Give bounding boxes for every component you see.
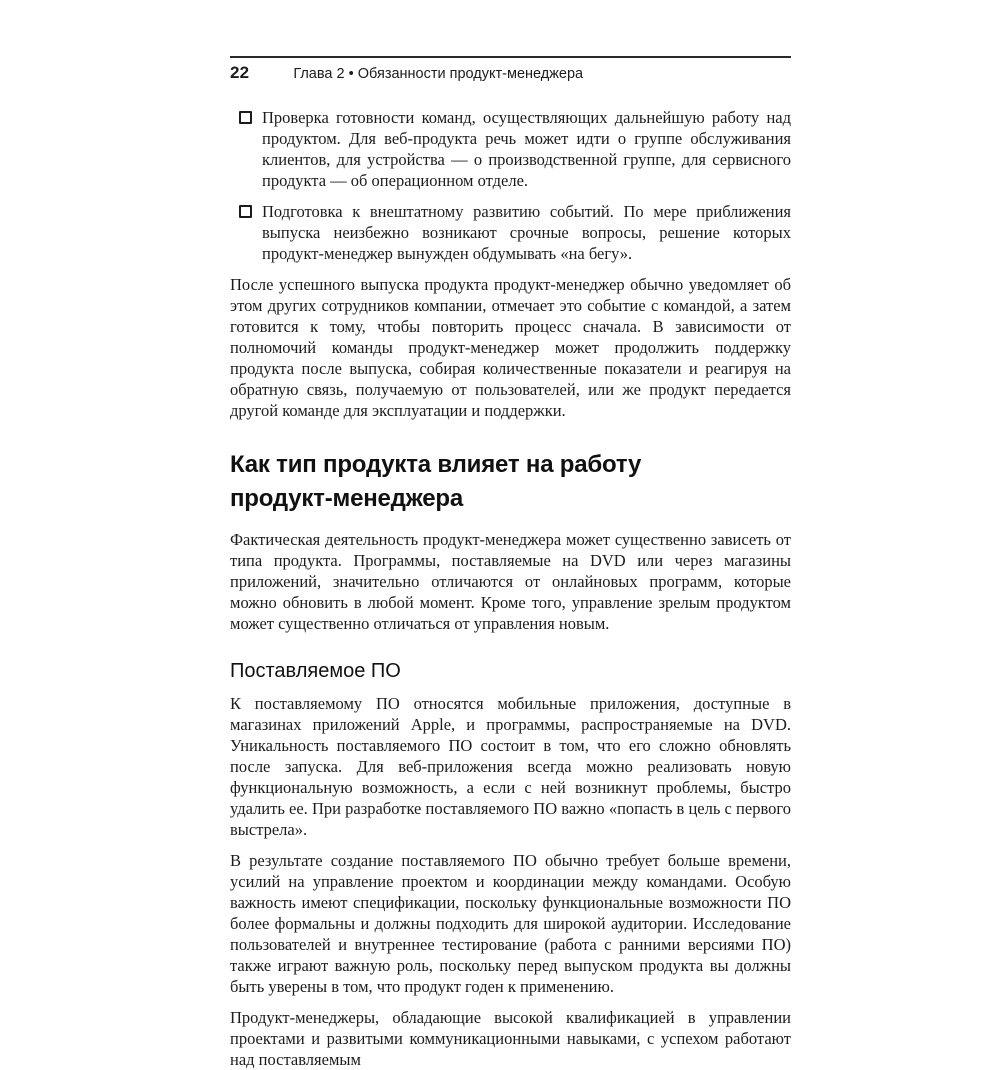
subsection-heading: Поставляемое ПО <box>230 660 401 682</box>
subsection-paragraph: Продукт-менеджеры, обладающие высокой квалификацией в управлении проектами и развитыми коммуникационными навыками, с успехом работают над поставляемым <box>230 1008 791 1069</box>
page-number: 22 <box>230 63 250 82</box>
open-square-bullet-icon <box>239 205 252 218</box>
section-heading <box>230 448 791 516</box>
open-square-bullet-icon <box>239 111 252 124</box>
list-item <box>230 201 791 264</box>
section-intro-paragraph: Фактическая деятельность продукт-менеджера может существенно зависеть от типа продукта. Программы, поставляемые на DVD или через магазины приложений, значительно отличаются от онлайновых программ, которые можно обновить в любой момент. Кроме того, управление зрелым продуктом может существенно отличаться от управления новым. <box>230 530 791 633</box>
book-page-column <box>230 56 791 1070</box>
section-heading-line: продукт-менеджера <box>230 485 463 512</box>
running-title: Глава 2 • Обязанности продукт-менеджера <box>293 66 584 82</box>
bullet-list <box>230 107 791 264</box>
bullet-text: Подготовка к внештатному развитию событий. По мере приближения выпуска неизбежно возникают срочные вопросы, решение которых продукт-менеджер вынужден обдумывать «на бегу». <box>262 202 791 263</box>
paragraph-after-bullets: После успешного выпуска продукта продукт-менеджер обычно уведомляет об этом других сотрудников компании, отмечает это событие с командой, а затем готовится к тому, чтобы повторить процесс сначала. В зависимости от полномочий команды продукт-менеджер может продолжить поддержку продукта после выпуска, собирая количественные показатели и реагируя на обратную связь, получаемую от пользователей, или же продукт передается другой команде для эксплуатации и поддержки. <box>230 275 791 420</box>
subsection-paragraph: В результате создание поставляемого ПО обычно требует больше времени, усилий на управление проектом и координации между командами. Особую важность имеют спецификации, поскольку функциональные возможности ПО более формальны и должны подходить для широкой аудитории. Исследование пользователей и внутреннее тестирование (работа с ранними версиями ПО) также играют важную роль, поскольку перед выпуском продукта вы должны быть уверены в том, что продукт годен к применению. <box>230 851 791 996</box>
bullet-text: Проверка готовности команд, осуществляющих дальнейшую работу над продуктом. Для веб-продукта речь может идти о группе обслуживания клиентов, для устройства — о производственной группе, для сервисного продукта — об операционном отделе. <box>262 108 791 190</box>
header-rule <box>230 56 791 58</box>
section-heading-line: Как тип продукта влияет на работу <box>230 451 642 478</box>
subsection-paragraph: К поставляемому ПО относятся мобильные приложения, доступные в магазинах приложений Apple, и программы, распространяемые на DVD. Уникальность поставляемого ПО состоит в том, что его сложно обновлять после запуска. Для веб-приложения всегда можно реализовать новую функциональную возможность, а если с ней возникнут проблемы, быстро удалить ее. При разработке поставляемого ПО важно «попасть в цель с первого выстрела». <box>230 694 791 839</box>
running-header <box>230 63 791 83</box>
list-item <box>230 107 791 191</box>
